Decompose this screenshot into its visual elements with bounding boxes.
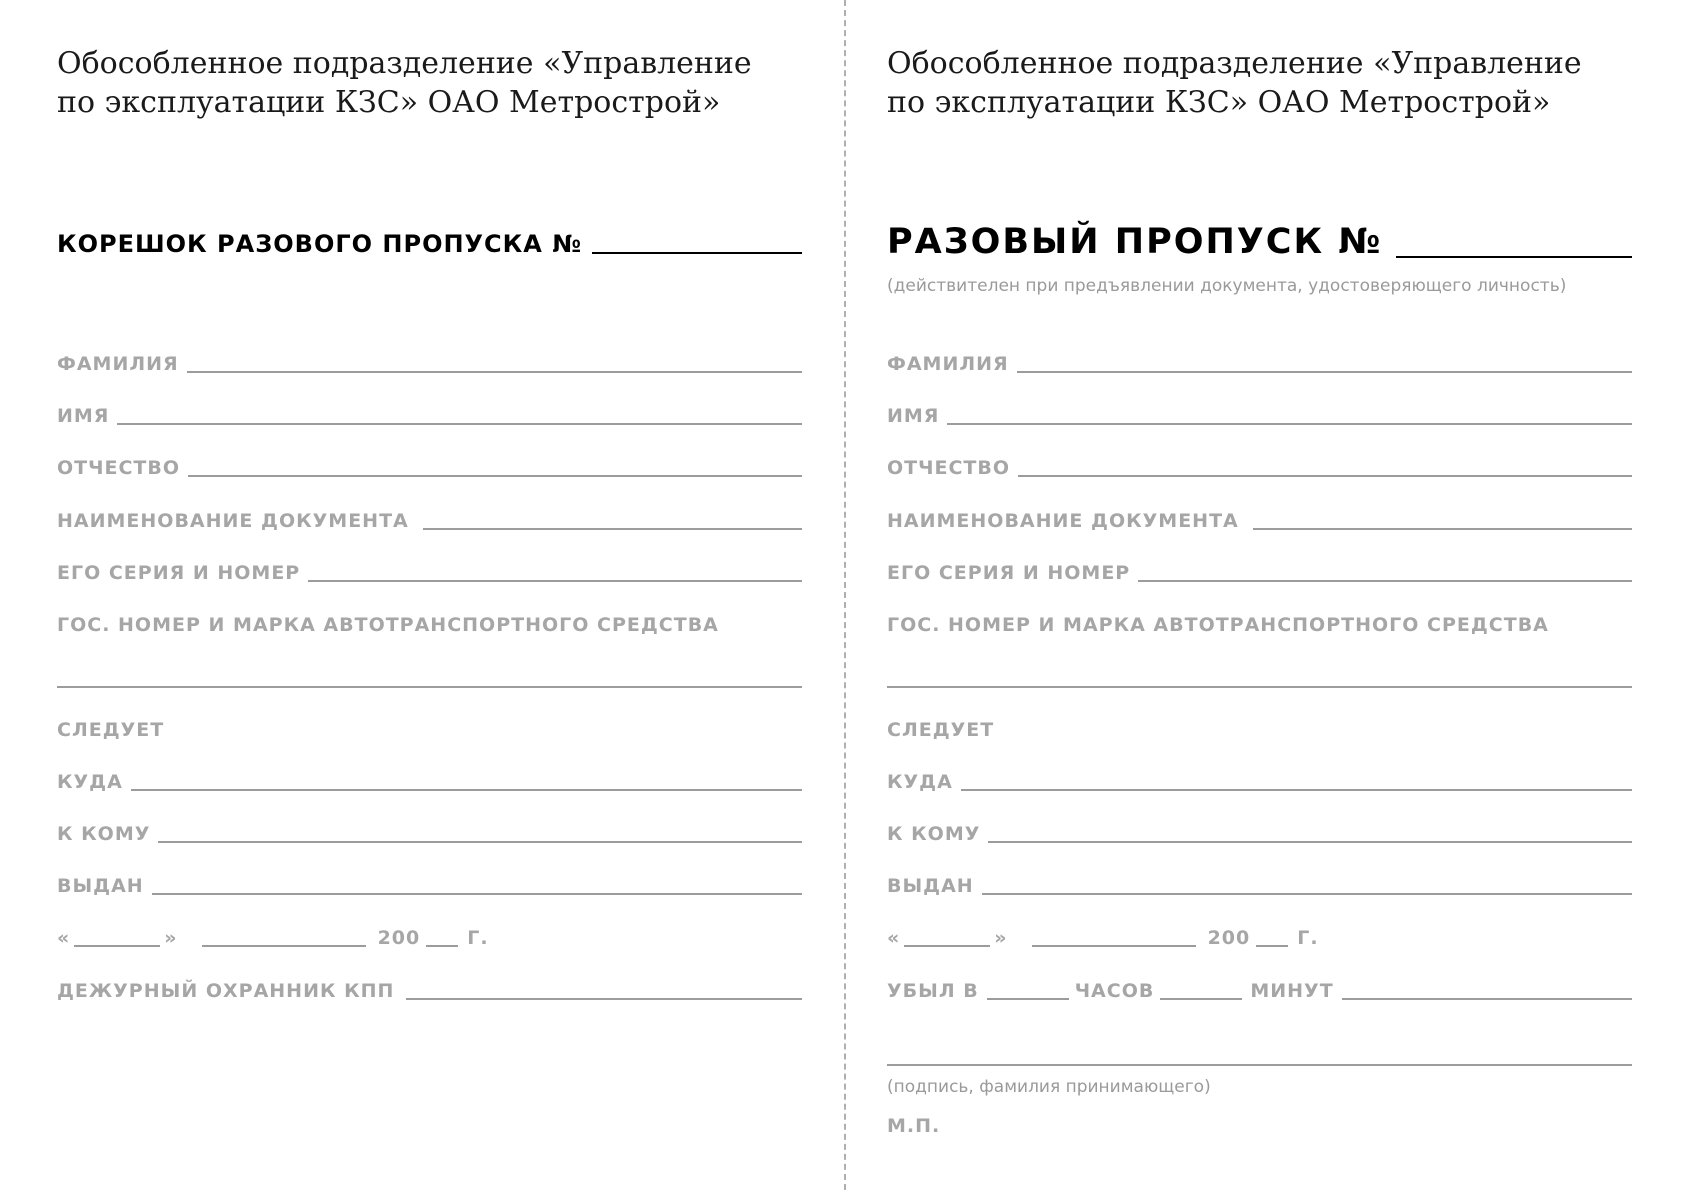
where-label: КУДА <box>57 771 123 793</box>
pass-vehicle-line[interactable] <box>887 686 1632 688</box>
series-label: ЕГО СЕРИЯ И НОМЕР <box>887 562 1131 584</box>
issued-line[interactable] <box>982 893 1632 895</box>
series-line[interactable] <box>1138 580 1632 582</box>
pass-name-field[interactable] <box>887 404 1632 428</box>
left-at-label: УБЫЛ В <box>887 980 979 1002</box>
stub-series-field[interactable] <box>57 561 802 585</box>
stub-panel <box>57 0 802 1190</box>
departure-extra-line[interactable] <box>1342 998 1632 1000</box>
departure-hours-line[interactable] <box>987 998 1069 1000</box>
pass-to-whom-field[interactable] <box>887 822 1632 846</box>
stub-follows-heading <box>57 718 802 742</box>
pass-title-row <box>887 222 1632 262</box>
cut-line-divider <box>844 0 846 1190</box>
vehicle-label: ГОС. НОМЕР И МАРКА АВТОТРАНСПОРТНОГО СРЕДСТВА <box>887 614 1549 636</box>
to-whom-line[interactable] <box>158 841 802 843</box>
pass-title: РАЗОВЫЙ ПРОПУСК № <box>887 222 1383 262</box>
where-line[interactable] <box>131 789 802 791</box>
org-line-1: Обособленное подразделение «Управление <box>57 46 752 81</box>
document-label: НАИМЕНОВАНИЕ ДОКУМЕНТА <box>57 510 409 532</box>
stub-surname-field[interactable] <box>57 352 802 376</box>
departure-minutes-line[interactable] <box>1160 998 1242 1000</box>
day-line[interactable] <box>904 945 990 947</box>
vehicle-label: ГОС. НОМЕР И МАРКА АВТОТРАНСПОРТНОГО СРЕДСТВА <box>57 614 719 636</box>
org-line-2: по эксплуатации КЗС» ОАО Метрострой» <box>887 85 1551 120</box>
pass-date-field[interactable] <box>887 926 1319 950</box>
org-line-2: по эксплуатации КЗС» ОАО Метрострой» <box>57 85 721 120</box>
stub-vehicle-field <box>57 613 802 637</box>
year-prefix: 200 <box>1207 927 1251 949</box>
patronymic-label: ОТЧЕСТВО <box>57 457 180 479</box>
stub-number-field[interactable] <box>592 252 802 254</box>
close-quote: » <box>164 927 178 949</box>
where-line[interactable] <box>961 789 1632 791</box>
where-label: КУДА <box>887 771 953 793</box>
to-whom-line[interactable] <box>988 841 1632 843</box>
document-line[interactable] <box>423 528 802 530</box>
day-line[interactable] <box>74 945 160 947</box>
pass-number-field[interactable] <box>1396 256 1632 258</box>
pass-departure-field[interactable] <box>887 979 1632 1003</box>
pass-series-field[interactable] <box>887 561 1632 585</box>
stub-date-field[interactable] <box>57 926 489 950</box>
year-suffix: Г. <box>1297 927 1319 949</box>
stub-patronymic-field[interactable] <box>57 456 802 480</box>
year-line[interactable] <box>1256 945 1288 947</box>
patronymic-line[interactable] <box>1018 475 1632 477</box>
pass-document-field[interactable] <box>887 509 1632 533</box>
document-line[interactable] <box>1253 528 1632 530</box>
pass-vehicle-field <box>887 613 1632 637</box>
year-line[interactable] <box>426 945 458 947</box>
name-line[interactable] <box>117 423 802 425</box>
surname-label: ФАМИЛИЯ <box>57 353 179 375</box>
issued-line[interactable] <box>152 893 802 895</box>
guard-label: ДЕЖУРНЫЙ ОХРАННИК КПП <box>57 980 395 1002</box>
name-label: ИМЯ <box>887 405 940 427</box>
patronymic-label: ОТЧЕСТВО <box>887 457 1010 479</box>
month-line[interactable] <box>1032 945 1196 947</box>
follows-label: СЛЕДУЕТ <box>887 719 995 741</box>
minutes-label: МИНУТ <box>1250 980 1334 1002</box>
year-suffix: Г. <box>467 927 489 949</box>
open-quote: « <box>57 927 71 949</box>
to-whom-label: К КОМУ <box>887 823 981 845</box>
patronymic-line[interactable] <box>188 475 802 477</box>
follows-label: СЛЕДУЕТ <box>57 719 165 741</box>
name-line[interactable] <box>947 423 1632 425</box>
stub-name-field[interactable] <box>57 404 802 428</box>
stub-document-field[interactable] <box>57 509 802 533</box>
series-label: ЕГО СЕРИЯ И НОМЕР <box>57 562 301 584</box>
open-quote: « <box>887 927 901 949</box>
stub-title: КОРЕШОК РАЗОВОГО ПРОПУСКА № <box>57 230 583 258</box>
surname-label: ФАМИЛИЯ <box>887 353 1009 375</box>
name-label: ИМЯ <box>57 405 110 427</box>
guard-line[interactable] <box>406 998 802 1000</box>
pass-follows-heading <box>887 718 1632 742</box>
signature-line[interactable] <box>887 1064 1632 1066</box>
to-whom-label: К КОМУ <box>57 823 151 845</box>
surname-line[interactable] <box>1017 371 1632 373</box>
organization-name <box>57 44 802 122</box>
year-prefix: 200 <box>377 927 421 949</box>
stub-guard-field[interactable] <box>57 979 802 1003</box>
pass-where-field[interactable] <box>887 770 1632 794</box>
month-line[interactable] <box>202 945 366 947</box>
signature-note: (подпись, фамилия принимающего) <box>887 1077 1211 1097</box>
pass-surname-field[interactable] <box>887 352 1632 376</box>
stamp-label: М.П. <box>887 1115 941 1137</box>
issued-label: ВЫДАН <box>57 875 144 897</box>
organization-name <box>887 44 1632 122</box>
pass-subtitle: (действителен при предъявлении документа, удостоверяющего личность) <box>887 276 1567 296</box>
issued-label: ВЫДАН <box>887 875 974 897</box>
close-quote: » <box>994 927 1008 949</box>
document-label: НАИМЕНОВАНИЕ ДОКУМЕНТА <box>887 510 1239 532</box>
org-line-1: Обособленное подразделение «Управление <box>887 46 1582 81</box>
stub-issued-field[interactable] <box>57 874 802 898</box>
stub-vehicle-line[interactable] <box>57 686 802 688</box>
stub-where-field[interactable] <box>57 770 802 794</box>
surname-line[interactable] <box>187 371 802 373</box>
stub-title-row <box>57 230 802 258</box>
pass-issued-field[interactable] <box>887 874 1632 898</box>
series-line[interactable] <box>308 580 802 582</box>
hours-label: ЧАСОВ <box>1074 980 1155 1002</box>
pass-patronymic-field[interactable] <box>887 456 1632 480</box>
pass-panel <box>887 0 1632 1190</box>
stub-to-whom-field[interactable] <box>57 822 802 846</box>
